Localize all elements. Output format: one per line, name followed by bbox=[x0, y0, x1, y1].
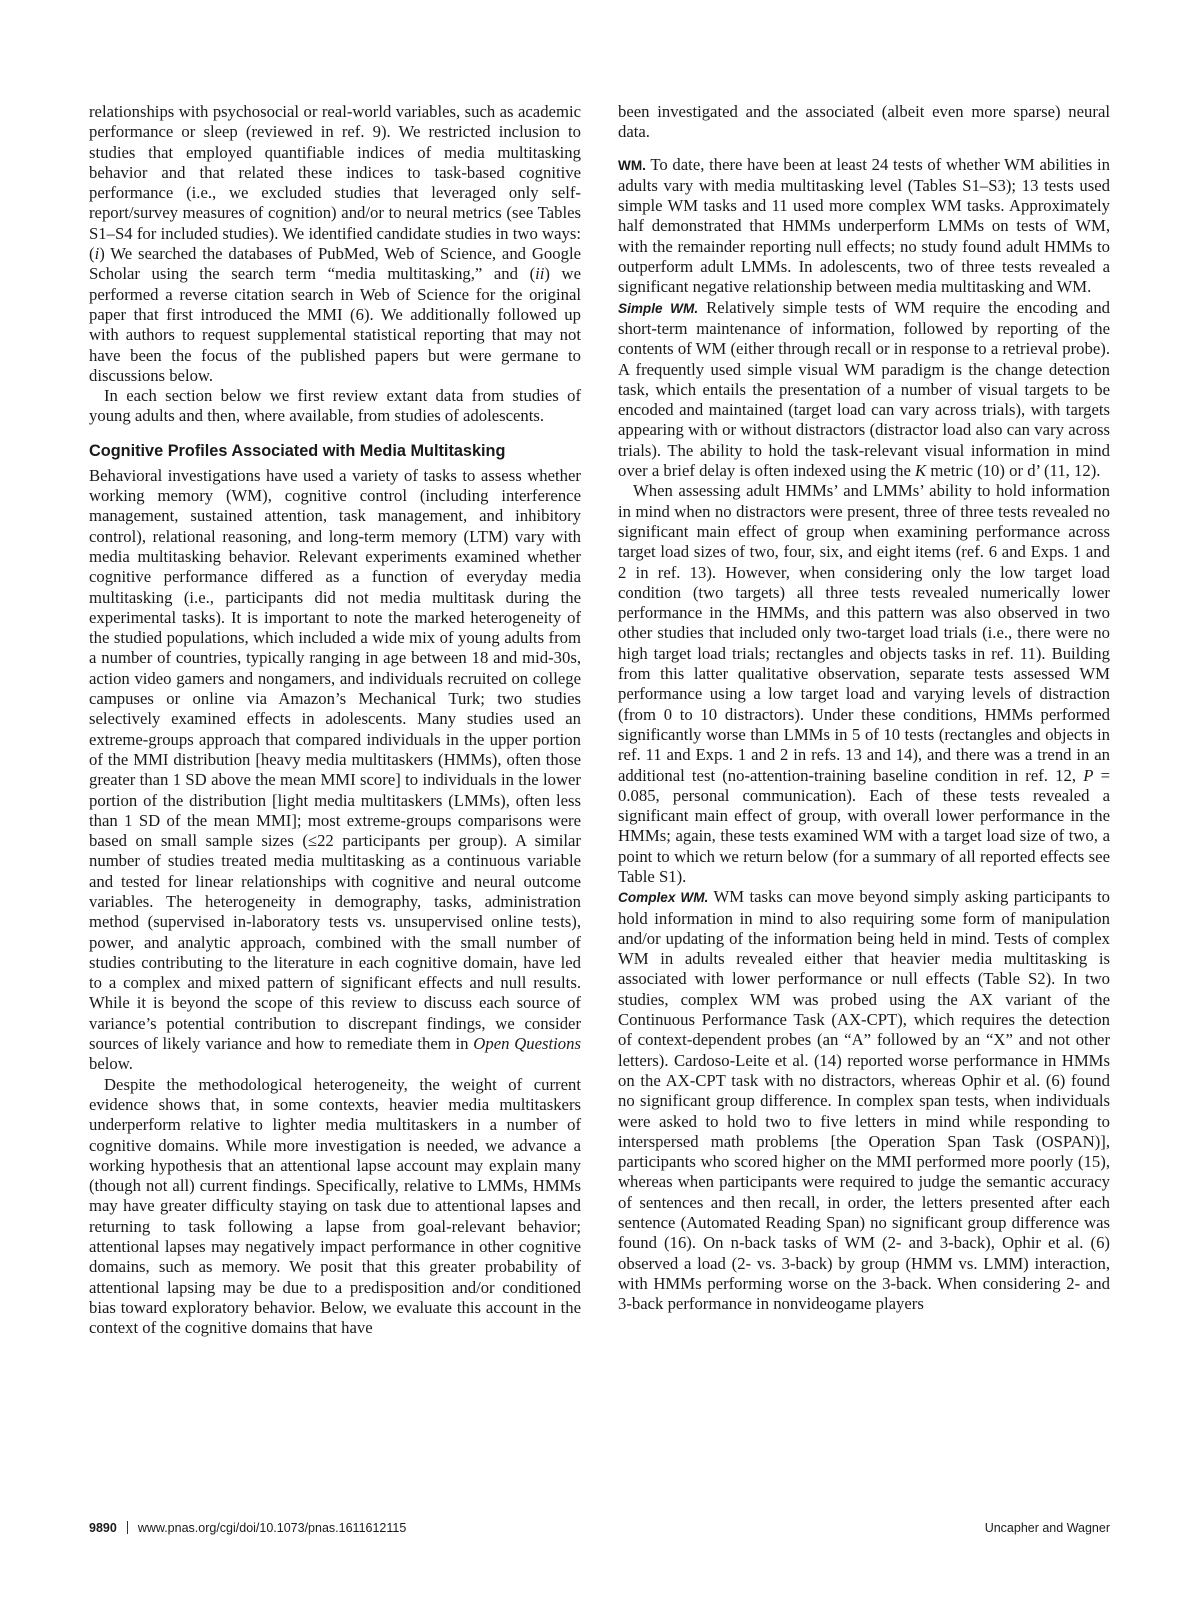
footer-divider bbox=[127, 1521, 128, 1534]
paragraph: In each section below we first review extant data from studies of young adults and then, where available, from studies of adolescents. bbox=[89, 386, 581, 426]
paragraph: been investigated and the associated (albeit even more sparse) neural data. bbox=[618, 102, 1110, 142]
page-number: 9890 bbox=[89, 1521, 117, 1535]
paragraph: Despite the methodological heterogeneity, the weight of current evidence shows that, in some contexts, heavier media multitaskers underperform relative to lighter media multitaskers in a number of cognitive domains. While more investigation is needed, we advance a working hypothesis that an attentional lapse account may explain many (though not all) current findings. Specifically, relative to LMMs, HMMs may have greater difficulty staying on task due to attentional lapses and returning to task following a lapse from goal-relevant behavior; attentional lapses may negatively impact performance in other cognitive domains, such as memory. We posit that this greater probability of attentional lapsing may be due to a predisposition and/or conditioned bias toward exploratory behavior. Below, we evaluate this account in the context of the cognitive domains that have bbox=[89, 1074, 581, 1338]
right-column bbox=[618, 102, 1110, 1315]
run-in-heading: Simple WM. bbox=[618, 300, 699, 316]
run-in-heading: WM. bbox=[618, 157, 646, 173]
page-footer bbox=[89, 1521, 1110, 1541]
left-column bbox=[89, 102, 581, 1339]
paragraph: Complex WM. WM tasks can move beyond simply asking participants to hold information in mind to also requiring some form of manipulation and/or updating of the information being held in mind. Tests of complex WM in adults revealed either that heavier media multitasking is associated with lower performance or null effects (Table S2). In two studies, complex WM was probed using the AX variant of the Continuous Performance Task (AX-CPT), which requires the detection of context-dependent probes (an “A” followed by an “X” and not other letters). Cardoso-Leite et al. (14) reported worse performance in HMMs on the AX-CPT task with no distractors, whereas Ophir et al. (6) found no significant group difference. In complex span tests, when individuals were asked to hold two to five letters in mind while responding to interspersed math problems [the Operation Span Task (OSPAN)], participants who scored higher on the MMI performed more poorly (15), whereas when participants were required to judge the semantic accuracy of sentences and then recall, in order, the letters presented after each sentence (Automated Reading Span) no significant group difference was found (16). On n-back tasks of WM (2- and 3-back), Ophir et al. (6) observed a load (2- vs. 3-back) by group (HMM vs. LMM) interaction, with HMMs performing worse on the 3-back. When considering 2- and 3-back performance in nonvideogame players bbox=[618, 887, 1110, 1314]
doi-link[interactable]: www.pnas.org/cgi/doi/10.1073/pnas.1611612115 bbox=[137, 1521, 407, 1535]
paragraph: Behavioral investigations have used a variety of tasks to assess whether working memory (WM), cognitive control (including interference management, sustained attention, task management, and inhibitory control), relational reasoning, and long-term memory (LTM) vary with media multitasking behavior. Relevant experiments examined whether cognitive performance differed as a function of everyday media multitasking (i.e., participants did not media multitask during the experimental tasks). It is important to note the marked heterogeneity of the studied populations, which included a wide mix of young adults from a number of countries, typically ranging in age between 18 and mid-30s, action video gamers and nongamers, and individuals recruited on college campuses or online via Amazon’s Mechanical Turk; two studies selectively examined effects in adolescents. Many studies used an extreme-groups approach that compared individuals in the upper portion of the MMI distribution [heavy media multitaskers (HMMs), often those greater than 1 SD above the mean MMI score] to individuals in the lower portion of the distribution [light media multitaskers (LMMs), often less than 1 SD of the mean MMI]; most extreme-groups comparisons were based on small sample sizes (≤22 participants per group). A similar number of studies treated media multitasking as a continuous variable and tested for linear relationships with cognitive and neural outcome variables. The heterogeneity in demography, tasks, administration method (supervised in-laboratory tests vs. unsupervised online tests), power, and analytic approach, combined with the small number of studies contributing to the literature in each cognitive domain, have led to a complex and mixed pattern of significant effects and null results. While it is beyond the scope of this review to discuss each source of variance’s potential contribution to discrepant findings, we consider sources of likely variance and how to remediate them in Open Questions below. bbox=[89, 465, 581, 1074]
paragraph: WM. To date, there have been at least 24 tests of whether WM abilities in adults vary with media multitasking level (Tables S1–S3); 13 tests used simple WM tasks and 11 used more complex WM tasks. Approximately half demonstrated that HMMs underperform LMMs on tests of WM, with the remainder reporting null effects; no study found adult HMMs to outperform adult LMMs. In adolescents, two of three tests revealed a significant negative relationship between media multitasking and WM. bbox=[618, 154, 1110, 297]
run-in-heading: Complex WM. bbox=[618, 890, 709, 906]
paragraph: Simple WM. Relatively simple tests of WM require the encoding and short-term maintenance of information, followed by reporting of the contents of WM (either through recall or in response to a retrieval probe). A frequently used simple visual WM paradigm is the change detection task, which entails the presentation of a number of visual targets to be encoded and maintained (target load can vary across trials), with targets appearing with or without distractors (distractor load also can vary across trials). The ability to hold the task-relevant visual information in mind over a brief delay is often indexed using the K metric (10) or d’ (11, 12). bbox=[618, 297, 1111, 481]
footer-authors: Uncapher and Wagner bbox=[984, 1521, 1110, 1535]
paragraph: relationships with psychosocial or real-world variables, such as academic performance or sleep (reviewed in ref. 9). We restricted inclusion to studies that employed quantifiable indices of media multitasking behavior and that related these indices to task-based cognitive performance (i.e., we excluded studies that leveraged only self-report/survey measures of cognition) and/or to neural metrics (see Tables S1–S4 for included studies). We identified candidate studies in two ways: (i) We searched the databases of PubMed, Web of Science, and Google Scholar using the search term “media multitasking,” and (ii) we performed a reverse citation search in Web of Science for the original paper that first introduced the MMI (6). We additionally followed up with authors to request supplemental statistical reporting that may not have been the focus of the published papers but were germane to discussions below. bbox=[89, 102, 581, 385]
paragraph: When assessing adult HMMs’ and LMMs’ ability to hold information in mind when no distractors were present, three of three tests revealed no significant main effect of group when examining performance across target load sizes of two, four, six, and eight items (ref. 6 and Exps. 1 and 2 in ref. 13). However, when considering only the low target load condition (two targets) all three tests revealed numerically lower performance in the HMMs, and this pattern was also observed in two other studies that included only two-target load trials (i.e., there were no high target load trials; rectangles and objects tasks in ref. 11). Building from this latter qualitative observation, separate tests assessed WM performance using a low target load and varying levels of distraction (from 0 to 10 distractors). Under these conditions, HMMs performed significantly worse than LMMs in 5 of 10 tests (rectangles and objects in ref. 11 and Exps. 1 and 2 in refs. 13 and 14), and there was a trend in an additional test (no-attention-training baseline condition in ref. 12, P = 0.085, personal communication). Each of these tests revealed a significant main effect of group, with overall lower performance in the HMMs; again, these tests examined WM with a target load size of two, a point to which we return below (for a summary of all reported effects see Table S1). bbox=[618, 481, 1110, 886]
section-heading: Cognitive Profiles Associated with Media Multitasking bbox=[89, 441, 506, 460]
